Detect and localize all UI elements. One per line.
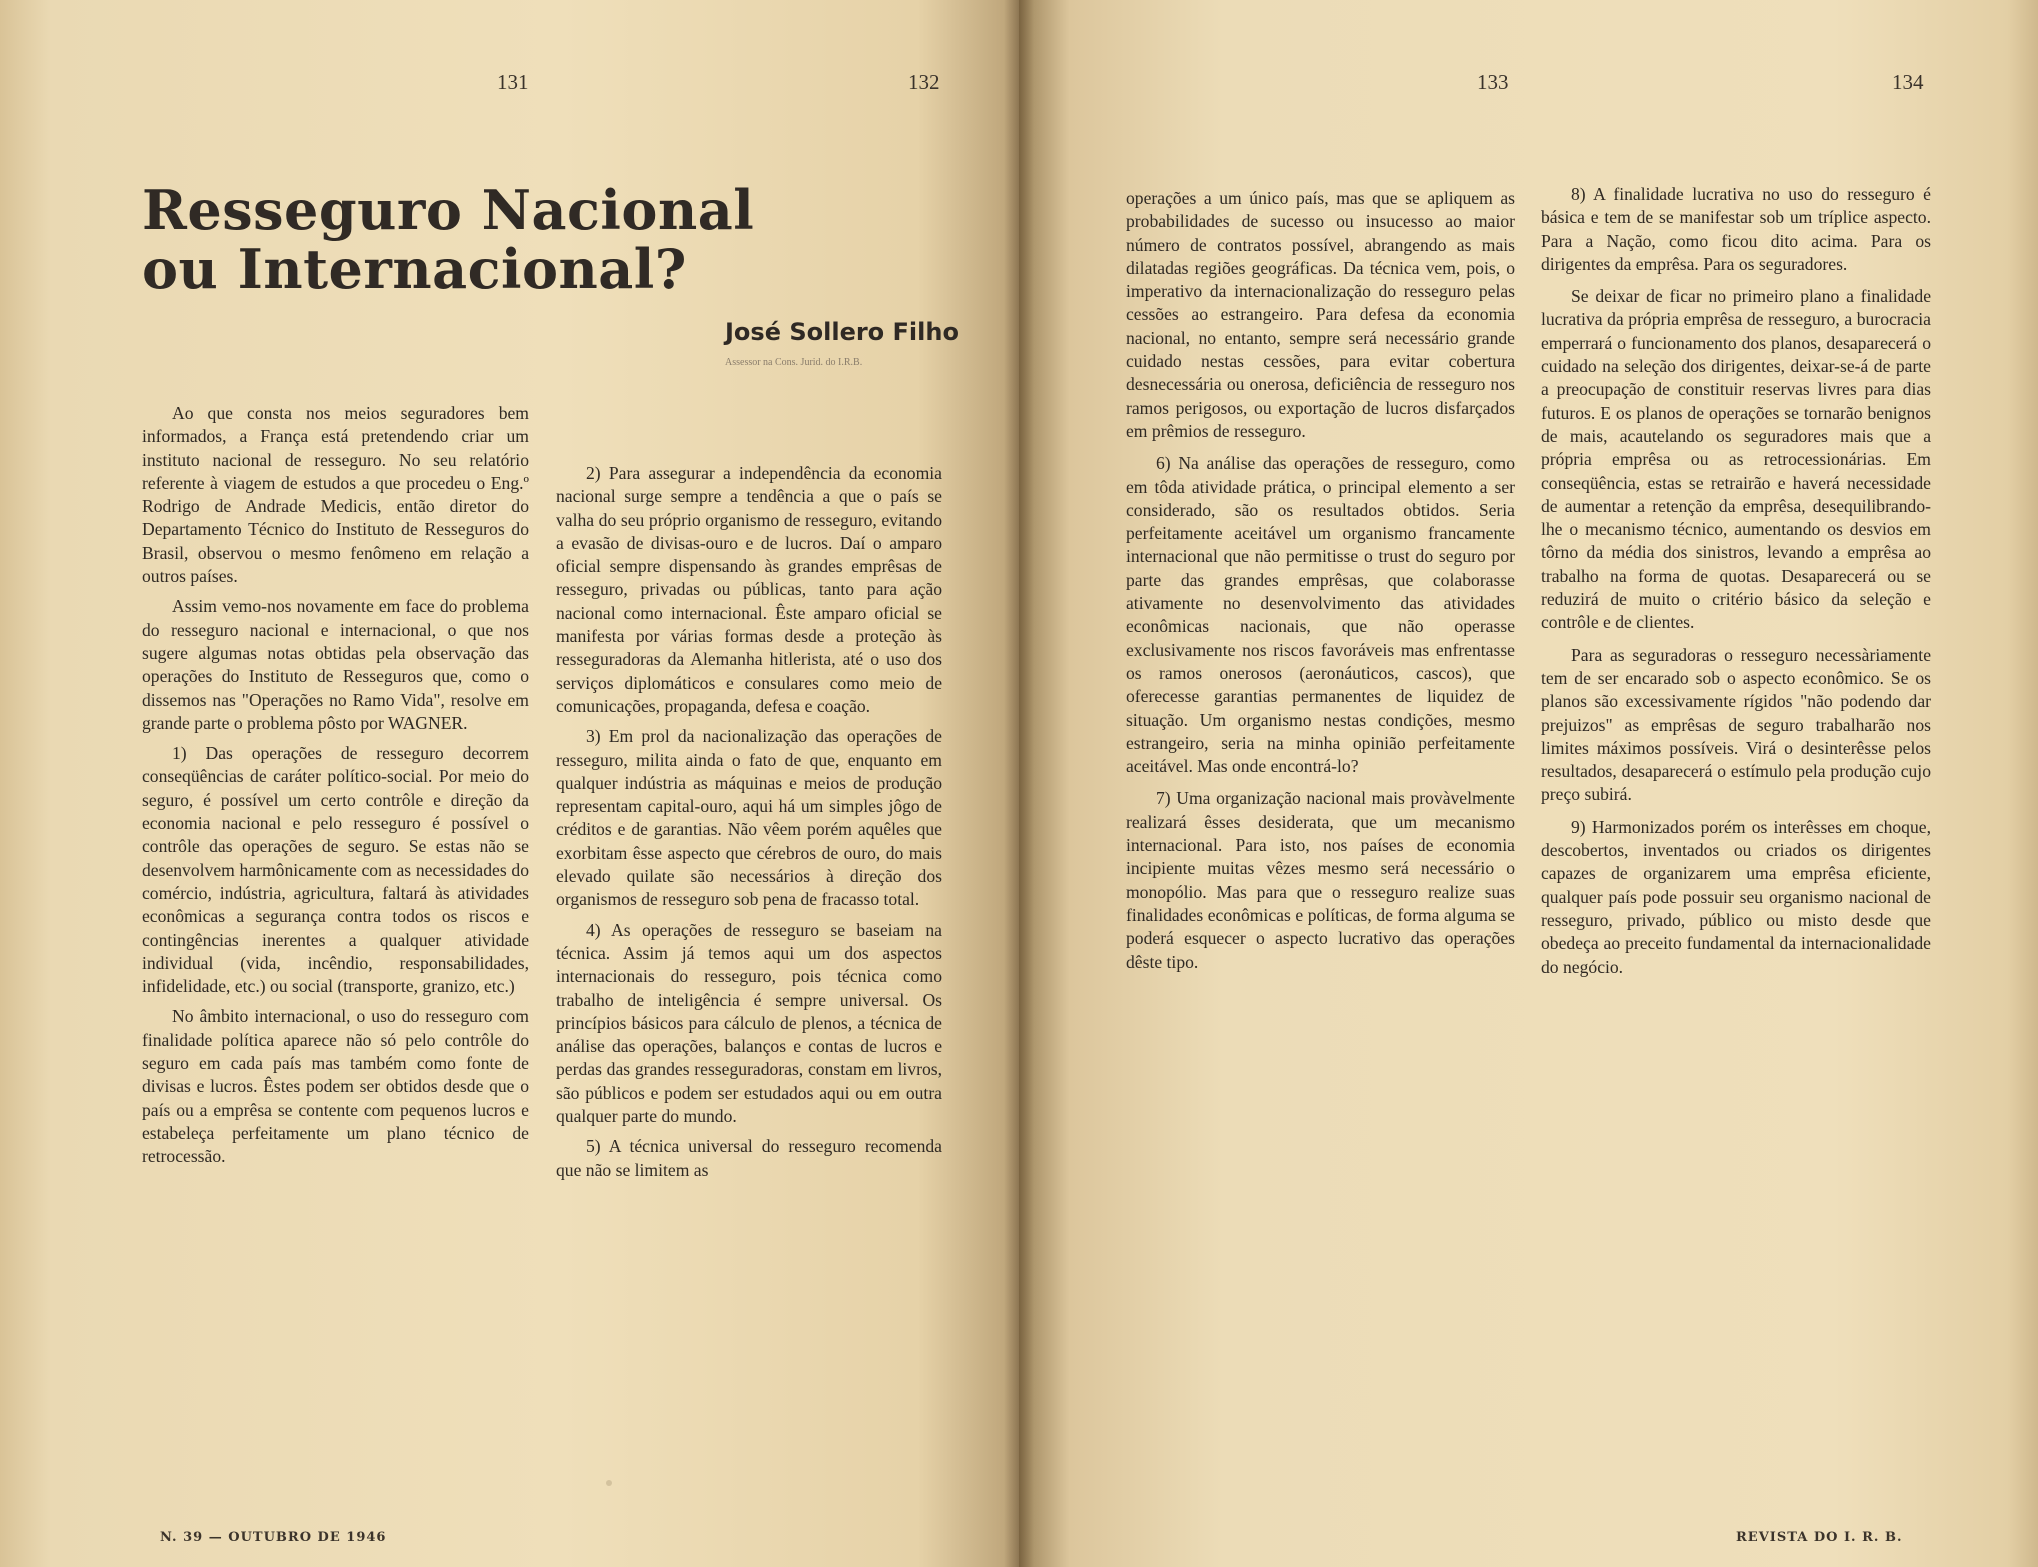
paragraph: Se deixar de ficar no primeiro plano a finalidade lucrativa da própria emprêsa de resseguro, a burocracia emperrará o funcionamento dos planos, desaparecerá o cuidado na seleção dos dirigentes, deixar-se-á de parte a preocupação de constituir reservas livres para dias futuros. E os planos de operações se tornarão benignos de mais, acautelando os seguradores mais que a própria emprêsa ou as retrocessionárias. Em conseqüência, estas se retrairão e haverá necessidade de aumentar a retenção da emprêsa, desequilibrando-lhe o mecanismo técnico, aumentando os desvios em tôrno da média dos sinistros, levando a emprêsa ao trabalho na forma de quotas. Desaparecerá ou se reduzirá de muito o critério básico da seleção e contrôle e de clientes. [1541,286,1931,633]
paragraph: 4) As operações de resseguro se baseiam na técnica. Assim já temos aqui um dos aspectos internacionais do resseguro, pois técnica como trabalho de inteligência é sempre universal. Os princípios básicos para cálculo de plenos, a técnica de análise das operações, balanços e contas de lucros e perdas das grandes resseguradoras, constam em livros, são públicos e podem ser estudados aqui ou em outra qualquer parte do mundo. [556,919,942,1127]
text-column-4 [1541,183,1931,988]
article-title [142,178,755,301]
page-number-132: 132 [908,70,940,94]
journal-footer: REVISTA DO I. R. B. [1736,1530,1903,1545]
paragraph: 8) A finalidade lucrativa no uso do resseguro é básica e tem de se manifestar sob um tríplice aspecto. Para a Nação, como ficou dito acima. Para os dirigentes da emprêsa. Para os seguradores. [1541,184,1931,274]
paragraph: Para as seguradoras o resseguro necessàriamente tem de ser encarado sob o aspecto econômico. Se os planos são excessivamente rígidos "não podendo dar prejuizos" as emprêsas de seguro trabalharão nos limites máximos possíveis. Virá o desinterêsse pelos resultados, desaparecerá o estímulo pela produção cujo preço subirá. [1541,644,1931,805]
title-line-2: ou Internacional? [142,237,687,301]
paragraph: 6) Na análise das operações de resseguro, como em tôda atividade prática, o principal elemento a ser considerado, são os resultados obtidos. Seria perfeitamente aceitável um organismo francamente internacional que não permitisse o trust do seguro por parte das grandes emprêsas, que colaborasse ativamente no desenvolvimento das atividades econômicas nacionais, que não operasse exclusivamente nos riscos favoráveis mas enfrentasse os ramos onerosos (aeronáuticos, cascos), que oferecesse garantias permanentes de liquidez de situação. Um organismo nestas condições, mesmo estrangeiro, seria na minha opinião perfeitamente aceitável. Mas onde encontrá-lo? [1126,453,1515,777]
page-number-133: 133 [1477,70,1509,94]
paragraph: 5) A técnica universal do resseguro recomenda que não se limitem as [556,1136,942,1180]
paragraph: 7) Uma organização nacional mais provàvelmente realizará êsses desiderata, que um mecanismo internacional. Para isto, nos países de economia incipiente muitas vêzes mesmo será necessário o monopólio. Mas para que o resseguro realize suas finalidades econômicas e políticas, de forma alguma se poderá esquecer o aspecto lucrativo das operações dêste tipo. [1126,788,1515,972]
issue-footer: N. 39 — OUTUBRO DE 1946 [160,1530,387,1545]
page-number-134: 134 [1892,70,1924,94]
paragraph: 9) Harmonizados porém os interêsses em choque, descobertos, inventados ou criados os dirigentes capazes de organizarem uma emprêsa eficiente, qualquer país pode possuir seu organismo nacional de resseguro, privado, público ou misto desde que obedeça ao preceito fundamental da internacionalidade do negócio. [1541,816,1931,977]
author-affiliation: Assessor na Cons. Jurid. do I.R.B. [725,357,863,368]
paragraph: operações a um único país, mas que se apliquem as probabilidades de sucesso ou insucesso ao maior número de contratos possível, abrangendo as mais dilatadas regiões geográficas. Da técnica vem, pois, o imperativo da internacionalização do resseguro pelas cessões ao estrangeiro. Para defesa da economia nacional, no entanto, sempre será necessário grande cuidado nestas cessões, para evitar cobertura desnecessária ou onerosa, deficiência de resseguro nos ramos perigosos, ou exportação de lucros disfarçados em prêmios de resseguro. [1126,188,1515,441]
paragraph: 1) Das operações de resseguro decorrem conseqüências de caráter político-social. Por meio do seguro, é possível um certo contrôle e direção da economia nacional e pelo resseguro é possível o contrôle das operações de seguro. Se estas não se desenvolvem harmônicamente com as necessidades do comércio, indústria, agricultura, faltará às atividades econômicas a segurança contra todos os riscos e contingências inerentes a qualquer atividade individual (vida, incêndio, responsabilidades, infidelidade, etc.) ou social (transporte, granizo, etc.) [142,743,529,997]
book-gutter [1004,0,1034,1567]
paragraph: 2) Para assegurar a independência da economia nacional surge sempre a tendência a que o país se valha do seu próprio organismo de resseguro, evitando a evasão de divisas-ouro e de lucros. Daí o amparo oficial sempre dispensando às grandes emprêsas de resseguro, privadas ou públicas, tanto para ação nacional como internacional. Êste amparo oficial se manifesta por várias formas desde a proteção às resseguradoras da Alemanha hitlerista, até o uso dos serviços diplomáticos e consulares como meio de comunicações, propaganda, defesa e coação. [556,463,942,716]
paragraph: Assim vemo-nos novamente em face do problema do resseguro nacional e internacional, o que nos sugere algumas notas obtidas pela observação das operações do Instituto de Resseguros que, como o dissemos nas "Operações no Ramo Vida", resolve em grande parte o problema pôsto por WAGNER. [142,596,529,733]
title-line-1: Resseguro Nacional [142,178,755,242]
author-name: José Sollero Filho [725,318,959,346]
text-column-2 [556,462,942,1189]
ink-dot [606,1480,612,1486]
page-number-131: 131 [497,70,529,94]
paragraph: 3) Em prol da nacionalização das operações de resseguro, milita ainda o fato de que, enquanto em qualquer indústria as máquinas e meios de produção representam capital-ouro, aqui há um simples jôgo de créditos e de garantias. Não vêem porém aquêles que exorbitam êsse aspecto que cérebros de ouro, do mais elevado quilate são necessários à direção dos organismos de resseguro sob pena de fracasso total. [556,726,942,910]
paragraph: No âmbito internacional, o uso do resseguro com finalidade política aparece não só pelo contrôle do seguro em cada país mas também como fonte de divisas e lucros. Êstes podem ser obtidos desde que o país ou a emprêsa se contente com pequenos lucros e estabeleça perfeitamente um plano técnico de retrocessão. [142,1006,529,1167]
text-column-1 [142,402,529,1176]
text-column-3 [1126,187,1515,983]
paragraph: Ao que consta nos meios seguradores bem informados, a França está pretendendo criar um instituto nacional de resseguro. No seu relatório referente à viagem de estudos a que procedeu o Eng.º Rodrigo de Andrade Medicis, então diretor do Departamento Técnico do Instituto de Resseguros do Brasil, observou o mesmo fenômeno em relação a outros países. [142,403,529,587]
right-page [1019,0,2038,1567]
